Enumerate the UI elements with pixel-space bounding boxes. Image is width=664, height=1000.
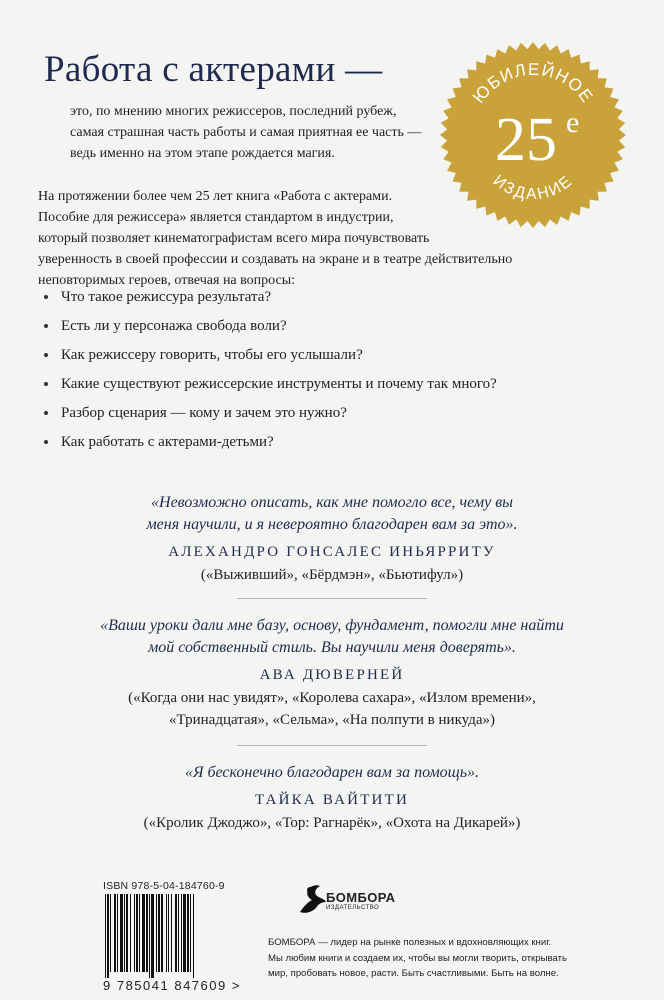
barcode-bar bbox=[181, 894, 182, 972]
barcode-bar bbox=[149, 894, 150, 978]
barcode-bar bbox=[171, 894, 172, 972]
barcode-bar bbox=[130, 894, 131, 972]
barcode-bar bbox=[136, 894, 138, 972]
question-item: Как режиссеру говорить, чтобы его услышали? bbox=[44, 345, 497, 374]
barcode-bar bbox=[117, 894, 118, 972]
bullet-icon bbox=[44, 382, 48, 386]
barcode-digits: 9 785041 847609 > bbox=[103, 978, 241, 993]
intro-line: ведь именно на этом этапе рождается магия. bbox=[70, 146, 335, 161]
description-paragraph bbox=[38, 186, 598, 291]
quote-author: АВА ДЮВЕРНЕЙ bbox=[259, 667, 405, 683]
barcode-bar bbox=[190, 894, 191, 972]
questions-list bbox=[44, 287, 497, 461]
barcode-bar bbox=[139, 894, 140, 972]
question-item: Разбор сценария — кому и зачем это нужно? bbox=[44, 403, 497, 432]
barcode-bar bbox=[178, 894, 179, 972]
description-line: уверенность в своей профессии и создавать на экране и в театре действительно bbox=[38, 252, 513, 267]
barcode-bar bbox=[161, 894, 163, 972]
barcode-block bbox=[103, 880, 243, 993]
quote-inarritu bbox=[20, 492, 644, 586]
barcode-bar bbox=[146, 894, 148, 972]
publisher-sub: ИЗДАТЕЛЬСТВО bbox=[326, 905, 380, 911]
quote-author: ТАЙКА ВАЙТИТИ bbox=[255, 792, 409, 808]
barcode-bar bbox=[134, 894, 135, 972]
quote-films: («Выживший», «Бёрдмэн», «Бьютифул») bbox=[200, 567, 464, 583]
barcode-bar bbox=[168, 894, 169, 972]
barcode-bar bbox=[114, 894, 116, 972]
quote-films: («Кролик Джоджо», «Тор: Рагнарёк», «Охота на Дикарей») bbox=[143, 815, 521, 831]
barcode-bar bbox=[126, 894, 128, 972]
barcode-bar bbox=[142, 894, 145, 972]
bullet-icon bbox=[44, 295, 48, 299]
quote-text: «Невозможно описать, как мне помогло все, чему вы меня научили, и я невероятно благодарен вам за это». bbox=[146, 494, 518, 533]
badge-suffix: е bbox=[566, 106, 580, 139]
quote-author: АЛЕХАНДРО ГОНСАЛЕС ИНЬЯРРИТУ bbox=[168, 544, 496, 560]
intro-line: это, по мнению многих режиссеров, последний рубеж, bbox=[70, 104, 397, 119]
description-line: Пособие для режиссера» является стандартом в индустрии, bbox=[38, 210, 394, 225]
question-item: Как работать с актерами-детьми? bbox=[44, 432, 497, 461]
quote-text: «Ваши уроки дали мне базу, основу, фундамент, помогли мне найти мой собственный стиль. Вы научили меня доверять». bbox=[100, 617, 564, 656]
barcode-bar bbox=[110, 894, 111, 972]
barcode-bar bbox=[183, 894, 186, 972]
quote-films: («Когда они нас увидят», «Королева сахара», «Излом времени», «Тринадцатая», «Сельма», «На полпути в никуда») bbox=[128, 690, 536, 728]
isbn-text: ISBN 978-5-04-184760-9 bbox=[103, 880, 225, 892]
barcode-bar bbox=[158, 894, 160, 972]
badge-number: 25 bbox=[495, 106, 557, 174]
bombora-logo-icon bbox=[298, 882, 328, 916]
barcode-bar bbox=[166, 894, 167, 972]
intro-text bbox=[70, 101, 450, 164]
barcode-icon bbox=[103, 894, 243, 978]
bullet-icon bbox=[44, 440, 48, 444]
barcode-bar bbox=[175, 894, 177, 972]
bullet-icon bbox=[44, 324, 48, 328]
quote-text: «Я бесконечно благодарен вам за помощь». bbox=[184, 764, 480, 781]
barcode-bar bbox=[193, 894, 194, 978]
intro-line: самая страшная часть работы и самая приятная ее часть — bbox=[70, 125, 422, 140]
barcode-bar bbox=[124, 894, 125, 972]
badge-bottom-text: ИЗДАНИЕ bbox=[489, 172, 577, 204]
question-item: Есть ли у персонажа свобода воли? bbox=[44, 316, 497, 345]
divider bbox=[237, 745, 427, 746]
book-title: Работа с актерами — bbox=[44, 49, 383, 90]
publisher-description: БОМБОРА — лидер на рынке полезных и вдохновляющих книг. Мы любим книги и создаем их, чтобы вы могли творить, открывать мир, пробовать новое, расти. Быть счастливыми. Быть на волне. bbox=[268, 937, 567, 979]
badge-top-text: ЮБИЛЕЙНОЕ bbox=[469, 59, 598, 107]
barcode-bar bbox=[120, 894, 123, 972]
barcode-bar bbox=[187, 894, 189, 972]
publisher-name: БОМБОРА bbox=[326, 890, 396, 905]
description-line: который позволяет кинематографистам всего мира почувствовать bbox=[38, 231, 430, 246]
quote-waititi bbox=[20, 762, 644, 834]
description-line: На протяжении более чем 25 лет книга «Работа с актерами. bbox=[38, 189, 393, 204]
barcode-bar bbox=[107, 894, 109, 978]
bullet-icon bbox=[44, 353, 48, 357]
barcode-bar bbox=[105, 894, 106, 978]
barcode-bar bbox=[151, 894, 154, 978]
question-item: Какие существуют режиссерские инструменты и почему так много? bbox=[44, 374, 497, 403]
quote-duvernay bbox=[20, 615, 644, 731]
question-item: Что такое режиссура результата? bbox=[44, 287, 497, 316]
bullet-icon bbox=[44, 411, 48, 415]
divider bbox=[237, 598, 427, 599]
barcode-bar bbox=[156, 894, 157, 972]
description-line: неповторимых героев, отвечая на вопросы: bbox=[38, 273, 296, 288]
